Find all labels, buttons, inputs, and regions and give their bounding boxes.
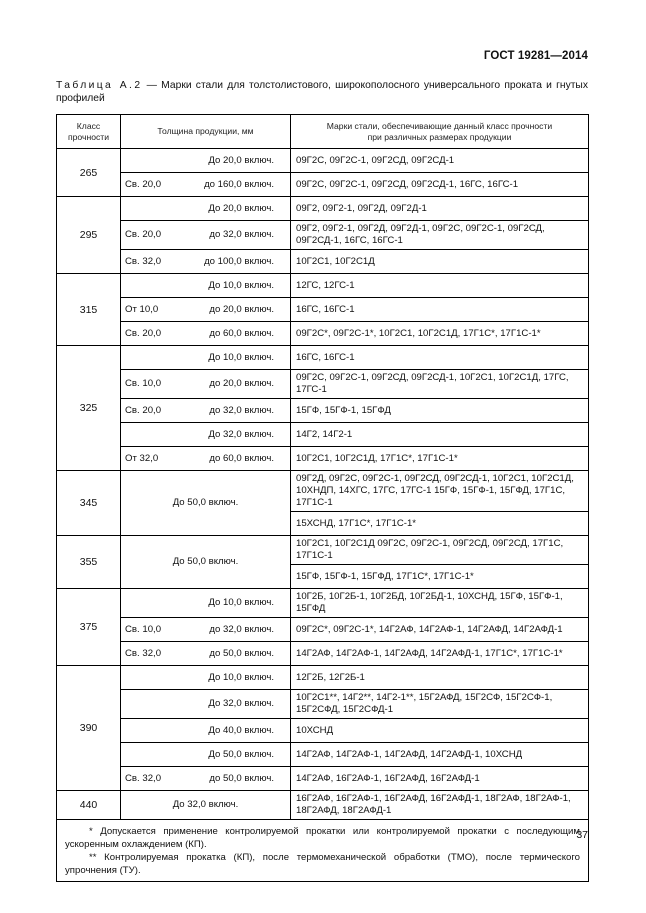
steel-grades-cell: 15ГФ, 15ГФ-1, 15ГФД: [291, 399, 589, 423]
thickness-cell: [121, 471, 291, 536]
thickness-range: до 32,0 включ.: [209, 229, 274, 240]
steel-grades-cell: 09Г2С, 09Г2С-1, 09Г2СД, 09Г2СД-1, 10Г2С1, 10Г2С1Д, 17ГС, 17ГС-1: [291, 370, 589, 399]
thickness-cell: [121, 767, 291, 791]
thickness-from: От 32,0: [125, 452, 159, 464]
steel-grades-cell: 14Г2АФ, 16Г2АФ-1, 16Г2АФД, 16Г2АФД-1: [291, 767, 589, 791]
steel-grades-cell: 14Г2, 14Г2-1: [291, 423, 589, 447]
steel-grades-cell: 09Г2С, 09Г2С-1, 09Г2СД, 09Г2СД-1: [291, 149, 589, 173]
strength-class-cell: 440: [57, 791, 121, 820]
thickness-from: Св. 20,0: [125, 178, 162, 190]
thickness-range: До 10,0 включ.: [208, 671, 274, 683]
document-header: ГОСТ 19281—2014: [483, 50, 588, 62]
table-row: [57, 642, 589, 666]
thickness-from: Св. 32,0: [125, 255, 162, 267]
thickness-from: Св. 20,0: [125, 404, 162, 416]
thickness-range: До 50,0 включ.: [172, 556, 239, 567]
thickness-cell: [121, 719, 291, 743]
thickness-cell: [121, 370, 291, 399]
page-number: 37: [576, 829, 588, 841]
thickness-range: До 10,0 включ.: [208, 279, 274, 291]
thickness-range: До 20,0 включ.: [208, 202, 274, 214]
note-2: ** Контролируемая прокатка (КП), после термомеханической обработки (ТМО), после термического упрочнения (ТУ).: [65, 852, 580, 876]
thickness-cell: [121, 274, 291, 298]
thickness-from: Св. 10,0: [125, 623, 162, 635]
strength-class-cell: 265: [57, 149, 121, 197]
strength-class-cell: 375: [57, 589, 121, 666]
thickness-from: Св. 32,0: [125, 772, 162, 784]
steel-grades-cell: 09Г2Д, 09Г2С, 09Г2С-1, 09Г2СД, 09Г2СД-1, 10Г2С1, 10Г2С1Д, 10ХНДП, 14ХГС, 17ГС, 17ГС-1 15ГФ, 15ГФ-1, 15ГФД, 17Г1С, 17Г1С-1: [291, 471, 589, 512]
steel-grades-cell: 16Г2АФ, 16Г2АФ-1, 16Г2АФД, 16Г2АФД-1, 18Г2АФ, 18Г2АФ-1, 18Г2АФД, 18Г2АФД-1: [291, 791, 589, 820]
steel-grades-cell: 16ГС, 16ГС-1: [291, 346, 589, 370]
steel-grades-cell: 09Г2С, 09Г2С-1, 09Г2СД, 09Г2СД-1, 16ГС, 16ГС-1: [291, 173, 589, 197]
table-body: [57, 149, 589, 820]
table-row: [57, 690, 589, 719]
thickness-cell: [121, 322, 291, 346]
table-caption-text: — Марки стали для толстолистового, широкополосного универсального проката и гнутых профилей: [56, 80, 588, 104]
thickness-cell: [121, 642, 291, 666]
thickness-cell: [121, 423, 291, 447]
strength-class-cell: 295: [57, 197, 121, 274]
thickness-cell: [121, 250, 291, 274]
thickness-cell: [121, 666, 291, 690]
steel-grades-cell: 10Г2С1, 10Г2С1Д: [291, 250, 589, 274]
steel-grades-cell: 16ГС, 16ГС-1: [291, 298, 589, 322]
thickness-range: до 32,0 включ.: [209, 623, 274, 635]
thickness-range: до 60,0 включ.: [209, 327, 274, 339]
thickness-range: до 60,0 включ.: [209, 452, 274, 464]
strength-class-cell: 315: [57, 274, 121, 346]
steel-grades-cell: 14Г2АФ, 14Г2АФ-1, 14Г2АФД, 14Г2АФД-1, 17Г1С*, 17Г1С-1*: [291, 642, 589, 666]
steel-grades-cell: 12Г2Б, 12Г2Б-1: [291, 666, 589, 690]
steel-grades-cell: 15ГФ, 15ГФ-1, 15ГФД, 17Г1С*, 17Г1С-1*: [291, 565, 589, 589]
table-row: [57, 250, 589, 274]
thickness-cell: [121, 447, 291, 471]
thickness-range: до 20,0 включ.: [209, 378, 274, 389]
thickness-cell: [121, 346, 291, 370]
steel-grades-cell: 10Г2С1, 10Г2С1Д, 17Г1С*, 17Г1С-1*: [291, 447, 589, 471]
thickness-cell: [121, 149, 291, 173]
thickness-range: До 32,0 включ.: [208, 428, 274, 440]
thickness-cell: [121, 589, 291, 618]
strength-class-cell: 355: [57, 536, 121, 589]
table-notes: [57, 820, 589, 882]
thickness-range: До 50,0 включ.: [172, 497, 239, 508]
thickness-from: От 10,0: [125, 303, 159, 315]
thickness-cell: [121, 690, 291, 719]
steel-grades-cell: 15ХСНД, 17Г1С*, 17Г1С-1*: [291, 512, 589, 536]
thickness-range: до 50,0 включ.: [209, 772, 274, 784]
thickness-from: Св. 20,0: [125, 229, 162, 240]
thickness-cell: [121, 221, 291, 250]
steel-grades-cell: 09Г2, 09Г2-1, 09Г2Д, 09Г2Д-1: [291, 197, 589, 221]
table-row: [57, 666, 589, 690]
strength-class-cell: 325: [57, 346, 121, 471]
thickness-range: До 10,0 включ.: [208, 597, 274, 608]
table-row: [57, 743, 589, 767]
thickness-cell: [121, 298, 291, 322]
header-strength-class: Класс прочности: [57, 115, 121, 149]
table-row: [57, 719, 589, 743]
table-row: [57, 536, 589, 565]
thickness-range: до 32,0 включ.: [209, 404, 274, 416]
table-row: [57, 767, 589, 791]
thickness-range: до 100,0 включ.: [204, 255, 274, 267]
table-row: [57, 274, 589, 298]
table-row: [57, 399, 589, 423]
table-row: [57, 423, 589, 447]
strength-class-cell: 345: [57, 471, 121, 536]
thickness-range: до 20,0 включ.: [209, 303, 274, 315]
table-row: [57, 370, 589, 399]
thickness-range: До 32,0 включ.: [172, 799, 239, 810]
thickness-cell: [121, 791, 291, 820]
thickness-range: До 10,0 включ.: [208, 351, 274, 363]
thickness-from: Св. 32,0: [125, 647, 162, 659]
thickness-cell: [121, 536, 291, 589]
table-row: [57, 791, 589, 820]
thickness-range: До 40,0 включ.: [208, 724, 274, 736]
thickness-cell: [121, 618, 291, 642]
thickness-range: до 50,0 включ.: [209, 647, 274, 659]
notes-row: [57, 820, 589, 882]
strength-class-cell: 390: [57, 666, 121, 791]
thickness-range: До 20,0 включ.: [208, 154, 274, 166]
table-row: [57, 298, 589, 322]
table-row: [57, 197, 589, 221]
thickness-from: Св. 10,0: [125, 378, 162, 389]
table-row: [57, 618, 589, 642]
steel-grades-cell: 10ХСНД: [291, 719, 589, 743]
steel-grades-cell: 10Г2С1, 10Г2С1Д 09Г2С, 09Г2С-1, 09Г2СД, 09Г2СД, 17Г1С, 17Г1С-1: [291, 536, 589, 565]
steel-grades-cell: 10Г2Б, 10Г2Б-1, 10Г2БД, 10Г2БД-1, 10ХСНД, 15ГФ, 15ГФ-1, 15ГФД: [291, 589, 589, 618]
thickness-cell: [121, 197, 291, 221]
table-row: [57, 589, 589, 618]
table-row: [57, 447, 589, 471]
thickness-cell: [121, 399, 291, 423]
table-caption-label: Таблица А.2: [56, 80, 143, 91]
steel-grades-cell: 09Г2С*, 09Г2С-1*, 14Г2АФ, 14Г2АФ-1, 14Г2АФД, 14Г2АФД-1: [291, 618, 589, 642]
steel-grades-cell: 14Г2АФ, 14Г2АФ-1, 14Г2АФД, 14Г2АФД-1, 10ХСНД: [291, 743, 589, 767]
thickness-cell: [121, 743, 291, 767]
table-row: [57, 346, 589, 370]
table-row: [57, 322, 589, 346]
thickness-range: До 50,0 включ.: [208, 748, 274, 760]
thickness-range: до 160,0 включ.: [204, 178, 274, 190]
thickness-cell: [121, 173, 291, 197]
table-row: [57, 471, 589, 512]
table-row: [57, 221, 589, 250]
thickness-from: Св. 20,0: [125, 327, 162, 339]
steel-grades-cell: 09Г2С*, 09Г2С-1*, 10Г2С1, 10Г2С1Д, 17Г1С*, 17Г1С-1*: [291, 322, 589, 346]
thickness-range: До 32,0 включ.: [208, 698, 274, 709]
steel-grades-cell: 09Г2, 09Г2-1, 09Г2Д, 09Г2Д-1, 09Г2С, 09Г2С-1, 09Г2СД, 09Г2СД-1, 16ГС, 16ГС-1: [291, 221, 589, 250]
table-row: [57, 173, 589, 197]
header-thickness: Толщина продукции, мм: [121, 115, 291, 149]
table-row: [57, 149, 589, 173]
header-steel-grades: Марки стали, обеспечивающие данный класс прочности при различных размерах продукции: [291, 115, 589, 149]
table-caption: [56, 79, 588, 105]
table-header-row: [57, 115, 589, 149]
steel-grades-cell: 12ГС, 12ГС-1: [291, 274, 589, 298]
steel-grades-cell: 10Г2С1**, 14Г2**, 14Г2-1**, 15Г2АФД, 15Г2СФ, 15Г2СФ-1, 15Г2СФД, 15Г2СФД-1: [291, 690, 589, 719]
note-1: * Допускается применение контролируемой прокатки или контролируемой прокатки с последующим ускоренным охлаждением (КП).: [65, 826, 580, 850]
steel-grades-table: [56, 114, 589, 882]
